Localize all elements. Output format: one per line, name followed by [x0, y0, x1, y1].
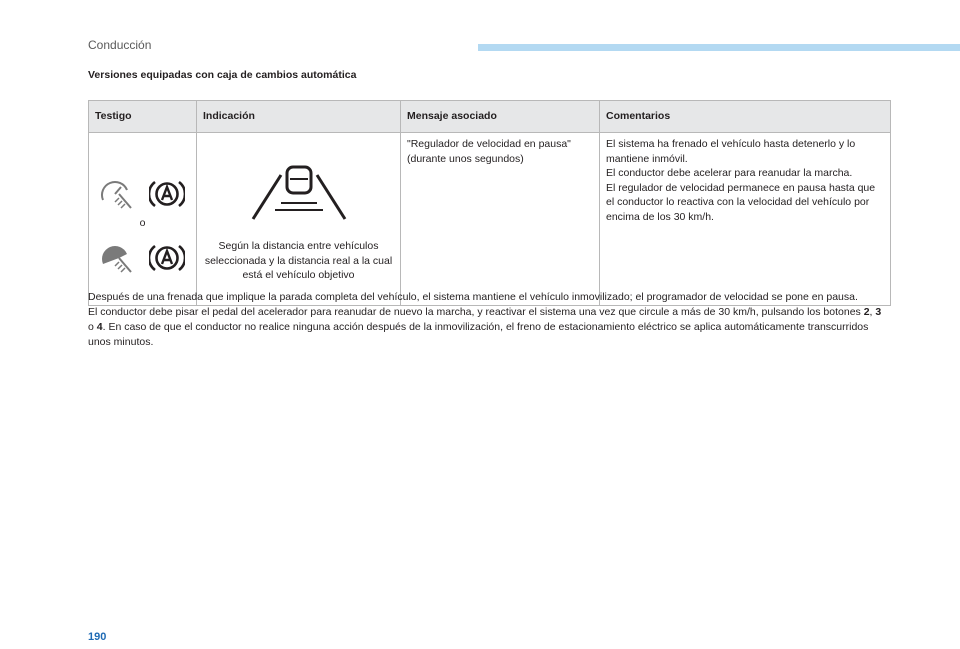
comment-line: El regulador de velocidad permanece en pausa hasta que el conductor lo reactiva con la velocidad del vehículo por encima de los 30 km/h. [606, 181, 876, 223]
associated-message: "Regulador de velocidad en pausa" (durante unos segundos) [407, 138, 571, 165]
separator-text: o [88, 321, 97, 333]
column-header-mensaje: Mensaje asociado [401, 101, 600, 133]
column-header-testigo: Testigo [89, 101, 197, 133]
button-number: 2 [863, 306, 870, 318]
table-header-row [89, 101, 891, 133]
paragraph-text: . En caso de que el conductor no realice ninguna acción después de la inmovilización, el freno de estacionamiento eléctrico se aplica automáticamente transcurridos unos minutos. [88, 321, 869, 348]
paragraph [88, 305, 888, 350]
button-number: 4 [96, 321, 103, 333]
icon-group-filled [99, 241, 185, 275]
icon-group-outline [99, 177, 185, 211]
button-number: 3 [875, 306, 882, 318]
separator-text: , [869, 306, 876, 318]
auto-hold-a-icon [149, 177, 185, 211]
body-text [88, 290, 888, 350]
comment-line: El sistema ha frenado el vehículo hasta detenerlo y lo mantiene inmóvil. [606, 138, 856, 165]
indication-text: Según la distancia entre vehículos seleccionada y la distancia real a la cual está el vehículo objetivo [204, 240, 393, 281]
vehicle-distance-icon [203, 165, 394, 223]
cruise-control-outline-icon [99, 178, 133, 210]
header-accent-bar [478, 44, 960, 51]
cell-comentarios [600, 133, 891, 306]
cell-mensaje [401, 133, 600, 306]
auto-hold-a-icon [149, 241, 185, 275]
page-number: 190 [88, 631, 107, 643]
cruise-control-filled-icon [99, 242, 133, 274]
section-title: Versiones equipadas con caja de cambios automática [88, 69, 357, 81]
table-row [89, 133, 891, 306]
paragraph: Después de una frenada que implique la parada completa del vehículo, el sistema mantiene el vehículo inmovilizado; el programador de velocidad se pone en pausa. [88, 291, 858, 303]
page-header-title: Conducción [88, 38, 152, 52]
column-header-indicacion: Indicación [197, 101, 401, 133]
paragraph-text: El conductor debe pisar el pedal del acelerador para reanudar de nuevo la marcha, y reactivar el sistema una vez que circule a más de 30 km/h, pulsando los botones [88, 306, 864, 318]
cell-testigo [89, 133, 197, 306]
cell-indicacion [197, 133, 401, 306]
warning-lights-table [88, 100, 891, 306]
comment-line: El conductor debe acelerar para reanudar la marcha. [606, 167, 853, 179]
or-label: o [139, 217, 146, 229]
column-header-comentarios: Comentarios [600, 101, 891, 133]
